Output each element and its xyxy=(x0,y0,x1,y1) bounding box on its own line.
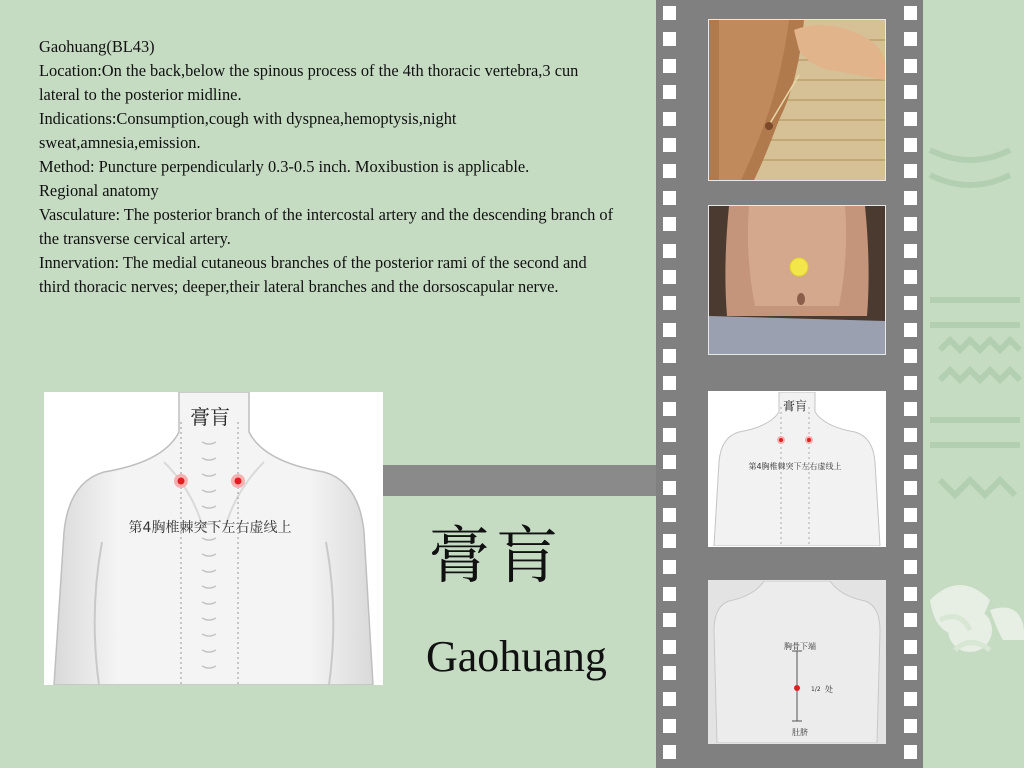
sprocket-hole-left xyxy=(663,560,676,574)
back-illustration xyxy=(44,392,383,685)
sprocket-hole-left xyxy=(663,59,676,73)
photo-acupuncture xyxy=(708,19,886,181)
sprocket-hole-right xyxy=(904,428,917,442)
sprocket-hole-right xyxy=(904,560,917,574)
point-name-english: Gaohuang xyxy=(426,632,607,681)
sprocket-hole-right xyxy=(904,112,917,126)
sprocket-hole-right xyxy=(904,402,917,416)
sprocket-hole-right xyxy=(904,534,917,548)
sprocket-hole-right xyxy=(904,323,917,337)
sprocket-hole-left xyxy=(663,138,676,152)
sprocket-hole-left xyxy=(663,323,676,337)
thumb-back-label-top: 膏肓 xyxy=(782,399,808,413)
thumb-abdomen-label-top: 胸骨下端 xyxy=(784,642,816,651)
sprocket-hole-left xyxy=(663,349,676,363)
acupoint-marker xyxy=(790,258,808,276)
sprocket-hole-right xyxy=(904,587,917,601)
acupoint-description xyxy=(39,35,614,299)
regional-anatomy-heading: Regional anatomy xyxy=(39,181,159,200)
photo-abdomen xyxy=(708,205,886,355)
abdomen-photo-drawing xyxy=(709,206,885,354)
sprocket-hole-left xyxy=(663,745,676,759)
back-label-location: 第4胸椎棘突下左右虚线上 xyxy=(128,520,292,536)
sprocket-hole-left xyxy=(663,640,676,654)
sprocket-hole-right xyxy=(904,138,917,152)
thumb-back-drawing xyxy=(709,392,885,546)
sprocket-hole-left xyxy=(663,613,676,627)
sprocket-hole-right xyxy=(904,191,917,205)
point-title: Gaohuang(BL43) xyxy=(39,37,155,56)
thumb-abdomen-label-frac: 1/2 xyxy=(811,686,821,693)
sprocket-hole-right xyxy=(904,640,917,654)
sprocket-hole-left xyxy=(663,376,676,390)
sprocket-hole-left xyxy=(663,270,676,284)
sprocket-hole-left xyxy=(663,85,676,99)
sprocket-hole-left xyxy=(663,32,676,46)
acupoint-left xyxy=(178,478,185,485)
sprocket-hole-right xyxy=(904,508,917,522)
sprocket-hole-left xyxy=(663,508,676,522)
sprocket-hole-right xyxy=(904,692,917,706)
sprocket-hole-left xyxy=(663,296,676,310)
sprocket-hole-right xyxy=(904,481,917,495)
sprocket-hole-right xyxy=(904,613,917,627)
sprocket-hole-left xyxy=(663,402,676,416)
sprocket-hole-left xyxy=(663,164,676,178)
thumb-abdomen-label-mid: 处 xyxy=(825,685,833,694)
sprocket-hole-right xyxy=(904,455,917,469)
sprocket-hole-left xyxy=(663,666,676,680)
back-label-top: 膏肓 xyxy=(190,405,230,429)
indications-text: Indications:Consumption,cough with dyspnea,hemoptysis,night sweat,amnesia,emission. xyxy=(39,109,457,152)
sprocket-hole-right xyxy=(904,244,917,258)
innervation-text: Innervation: The medial cutaneous branches of the posterior rami of the second and third thoracic nerves; deeper,their lateral branches and the dorsoscapular nerve. xyxy=(39,253,587,296)
sprocket-hole-right xyxy=(904,376,917,390)
sprocket-hole-left xyxy=(663,719,676,733)
sprocket-hole-left xyxy=(663,6,676,20)
sprocket-hole-left xyxy=(663,217,676,231)
sprocket-hole-left xyxy=(663,587,676,601)
sprocket-hole-right xyxy=(904,745,917,759)
thumb-back-label-location: 第4胸椎棘突下左右虚线上 xyxy=(748,462,842,471)
sprocket-hole-right xyxy=(904,164,917,178)
sprocket-hole-left xyxy=(663,481,676,495)
sprocket-hole-right xyxy=(904,719,917,733)
method-text: Method: Puncture perpendicularly 0.3-0.5 inch. Moxibustion is applicable. xyxy=(39,157,530,176)
thumb-abdomen-label-bottom: 肚脐 xyxy=(792,728,808,737)
sprocket-hole-right xyxy=(904,270,917,284)
sprocket-hole-right xyxy=(904,349,917,363)
back-figure-drawing xyxy=(44,392,383,685)
sprocket-hole-left xyxy=(663,191,676,205)
sprocket-hole-right xyxy=(904,217,917,231)
acupuncture-photo-drawing xyxy=(709,20,885,180)
sprocket-hole-right xyxy=(904,666,917,680)
sprocket-hole-left xyxy=(663,112,676,126)
vasculature-text: Vasculature: The posterior branch of the intercostal artery and the descending branch of the transverse cervical artery. xyxy=(39,205,614,248)
sprocket-hole-right xyxy=(904,6,917,20)
sprocket-hole-left xyxy=(663,692,676,706)
sprocket-hole-right xyxy=(904,32,917,46)
thumb-abdomen-illustration xyxy=(708,580,886,744)
sprocket-hole-right xyxy=(904,296,917,310)
location-text: Location:On the back,below the spinous process of the 4th thoracic vertebra,3 cun lateral to the posterior midline. xyxy=(39,61,579,104)
acupoint-right xyxy=(235,478,242,485)
sprocket-hole-left xyxy=(663,428,676,442)
sprocket-hole-right xyxy=(904,59,917,73)
sprocket-hole-left xyxy=(663,244,676,258)
sprocket-hole-left xyxy=(663,534,676,548)
horizontal-band xyxy=(383,465,658,496)
thumb-back-illustration xyxy=(708,391,886,547)
point-name-chinese: 膏肓 xyxy=(428,519,565,592)
sprocket-hole-left xyxy=(663,455,676,469)
thumb-abdomen-drawing xyxy=(709,581,885,743)
sprocket-hole-right xyxy=(904,85,917,99)
